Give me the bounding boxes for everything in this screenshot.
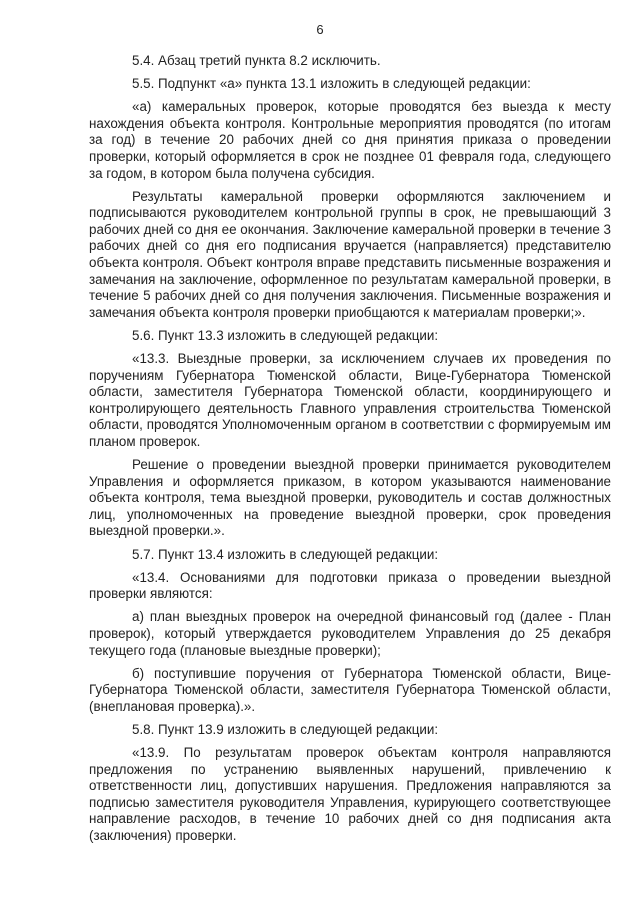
paragraph-13-4: «13.4. Основаниями для подготовки приказа о проведении выездной проверки являются: [89, 569, 611, 602]
paragraph-13-4-b: б) поступившие поручения от Губернатора Тюменской области, Вице-Губернатора Тюменской области, заместителя Губернатора Тюменской области, (внеплановая проверка).». [89, 665, 611, 714]
paragraph-13-9: «13.9. По результатам проверок объектам контроля направляются предложения по устранению выявленных нарушений, привлечению к ответственности лиц, допустивших нарушения. Предложения направляются за подписью заместителя руководителя Управления, курирующего соответствующее направление расходов, в течение 10 рабочих дней со дня подписания акта (заключения) проверки. [89, 744, 611, 843]
paragraph-5-6: 5.6. Пункт 13.3 изложить в следующей редакции: [132, 327, 439, 343]
paragraph-5-7: 5.7. Пункт 13.4 изложить в следующей редакции: [132, 546, 439, 562]
paragraph-13-3: «13.3. Выездные проверки, за исключением случаев их проведения по поручениям Губернатора Тюменской области, Вице-Губернатора Тюменской области, заместителя Губернатора Тюменской области, координирующего и контролирующего деятельность Главного управления строительства Тюменской области, проводятся Уполномоченным органом в соответствии с формируемым им планом проверок. [89, 351, 611, 449]
paragraph-field-decision: Решение о проведении выездной проверки принимается руководителем Управления и оформляется приказом, в котором указываются наименование объекта контроля, тема выездной проверки, руководитель и состав должностных лиц, уполномоченных на проведение выездной проверки, срок проведения выездной проверки.». [89, 457, 611, 539]
paragraph-5-5: 5.5. Подпункт «а» пункта 13.1 изложить в следующей редакции: [132, 76, 531, 92]
paragraph-5-8: 5.8. Пункт 13.9 изложить в следующей редакции: [132, 721, 439, 737]
paragraph-13-4-a: а) план выездных проверок на очередной финансовый год (далее - План проверок), который утверждается руководителем Управления до 25 декабря текущего года (плановые выездные проверки); [89, 609, 611, 658]
paragraph-13-1-a: «а) камеральных проверок, которые проводятся без выезда к месту нахождения объекта контроля. Контрольные мероприятия проводятся (по итогам за год) в течение 20 рабочих дней со дня принятия приказа о проведении проверки, который оформляется в срок не позднее 01 февраля года, следующего за годом, в котором была получена субсидия. [89, 99, 611, 181]
page-number: 6 [316, 22, 324, 37]
paragraph-5-4: 5.4. Абзац третий пункта 8.2 исключить. [132, 53, 381, 68]
document-body [89, 53, 611, 851]
paragraph-camera-results: Результаты камеральной проверки оформляются заключением и подписываются руководителем контрольной группы в срок, не превышающий 3 рабочих дней со дня ее окончания. Заключение камеральной проверки в течение 3 рабочих дней со дня его подписания вручается (направляется) представителю объекта контроля. Объект контроля вправе представить письменные возражения и замечания на заключение, оформленное по результатам камеральной проверки, в течение 5 рабочих дней со дня получения заключения. Письменные возражения и замечания объекта контроля проверки приобщаются к материалам проверки;». [89, 188, 611, 320]
